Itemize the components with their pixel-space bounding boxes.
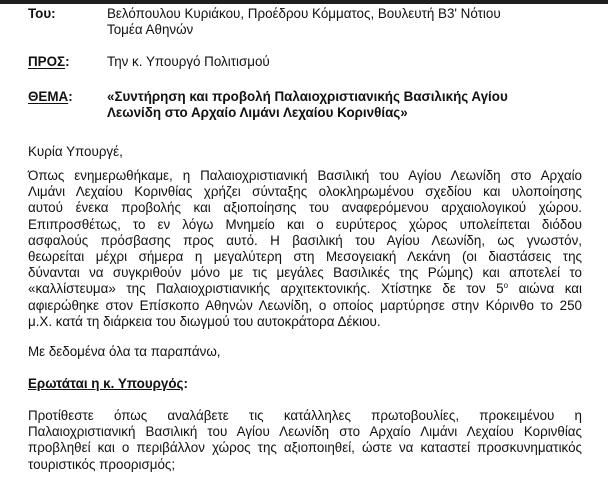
paragraph-line [28,281,582,297]
from-label: Του: [28,6,56,21]
ordinal-superscript: ο [503,281,509,291]
subject-label [28,89,73,104]
to-value: Την κ. Υπουργό Πολιτισμού [107,54,270,69]
paragraph-line: Όπως ενημερωθήκαμε, η Παλαιοχριστιανική Βασιλική του Αγίου Λεωνίδη στο Αρχαίο [28,168,582,183]
from-value [107,6,577,38]
paragraph-line: αφιερώθηκε στον Επίσκοπο Αθηνών Λεωνίδη, ο οποίος μαρτύρησε στην Κόρινθο το 250 [28,297,582,313]
paragraph-line: ασφαλούς πρόσβασης προς αυτό. Η βασιλική του Αγίου Λεωνίδη, ως γνωστόν, [28,232,582,248]
question-line: Παλαιοχριστιανική Βασιλική του Αγίου Λεωνίδη στο Αρχαίο Λιμάνι Λεχαίου Κορινθίας [28,424,582,440]
subject-label-text: ΘΕΜΑ [28,89,69,104]
to-label [28,54,70,69]
question-heading-text: Ερωτάται η κ. Υπουργός [28,376,184,391]
question-colon: : [183,376,188,391]
subject-line: «Συντήρηση και προβολή Παλαιοχριστιανικής Βασιλικής Αγίου [107,89,508,104]
subject-colon: : [68,89,73,104]
window-top-border [0,0,608,4]
subject-line: Λεωνίδη στο Αρχαίο Λιμάνι Λεχαίου Κορινθίας» [107,105,408,120]
question-line: προβληθεί και ο περιβάλλον χώρος της αξιοποιηθεί, ώστε να καταστεί προσκυνηματικός [28,440,582,456]
paragraph-line: μ.Χ. κατά τη διάρκεια του διωγμού του αυτοκράτορα Δέκιου. [28,313,381,329]
from-value-line: Τομέα Αθηνών [107,22,194,37]
paragraph-line: δύνανται να συγκριθούν μόνο με τις μεγάλες Βασιλικές της Ρώμης) και αποτελεί το [28,265,582,281]
salutation: Κυρία Υπουργέ, [28,144,123,159]
paragraph-line: αυτού ένεκα προβολής και αξιοποίησης του αναφερόμενου αρχαιολογικού χώρου. [28,200,582,216]
paragraph-line: Λιμάνι Λεχαίου Κορινθίας χρήζει σύνταξης ολοκληρωμένου σχεδίου και υλοποίησης [28,184,582,200]
subject-value [107,89,577,121]
paragraph-line: θεωρείται μέχρι σήμερα η μεγαλύτερη στη Μεσογειακή Λεκάνη (οι διαστάσεις της [28,249,582,265]
transition-text: Με δεδομένα όλα τα παραπάνω, [28,344,221,359]
question-line: τουριστικός προορισμός; [28,456,176,472]
text-segment: «καλλίστευμα» της Παλαιοχριστιανικής αρχιτεκτονικής. Χτίστηκε δε τον 5 [28,281,504,297]
paragraph-main [28,168,582,330]
question-heading [28,376,582,392]
from-value-line: Βελόπουλου Κυριάκου, Προέδρου Κόμματος, Βουλευτή Β3' Νότιου [107,6,501,21]
question-line: Προτίθεστε όπως αναλάβετε τις κατάλληλες πρωτοβουλίες, προκειμένου η [28,408,582,423]
to-label-text: ΠΡΟΣ [28,54,66,69]
text-segment: αιώνα και [508,281,582,297]
to-colon: : [65,54,70,69]
paragraph-line: Επιπροσθέτως, το εν λόγω Μνημείο και ο ευρύτερος χώρος υπολείπεται διόδου [28,216,582,232]
question-paragraph [28,408,582,473]
